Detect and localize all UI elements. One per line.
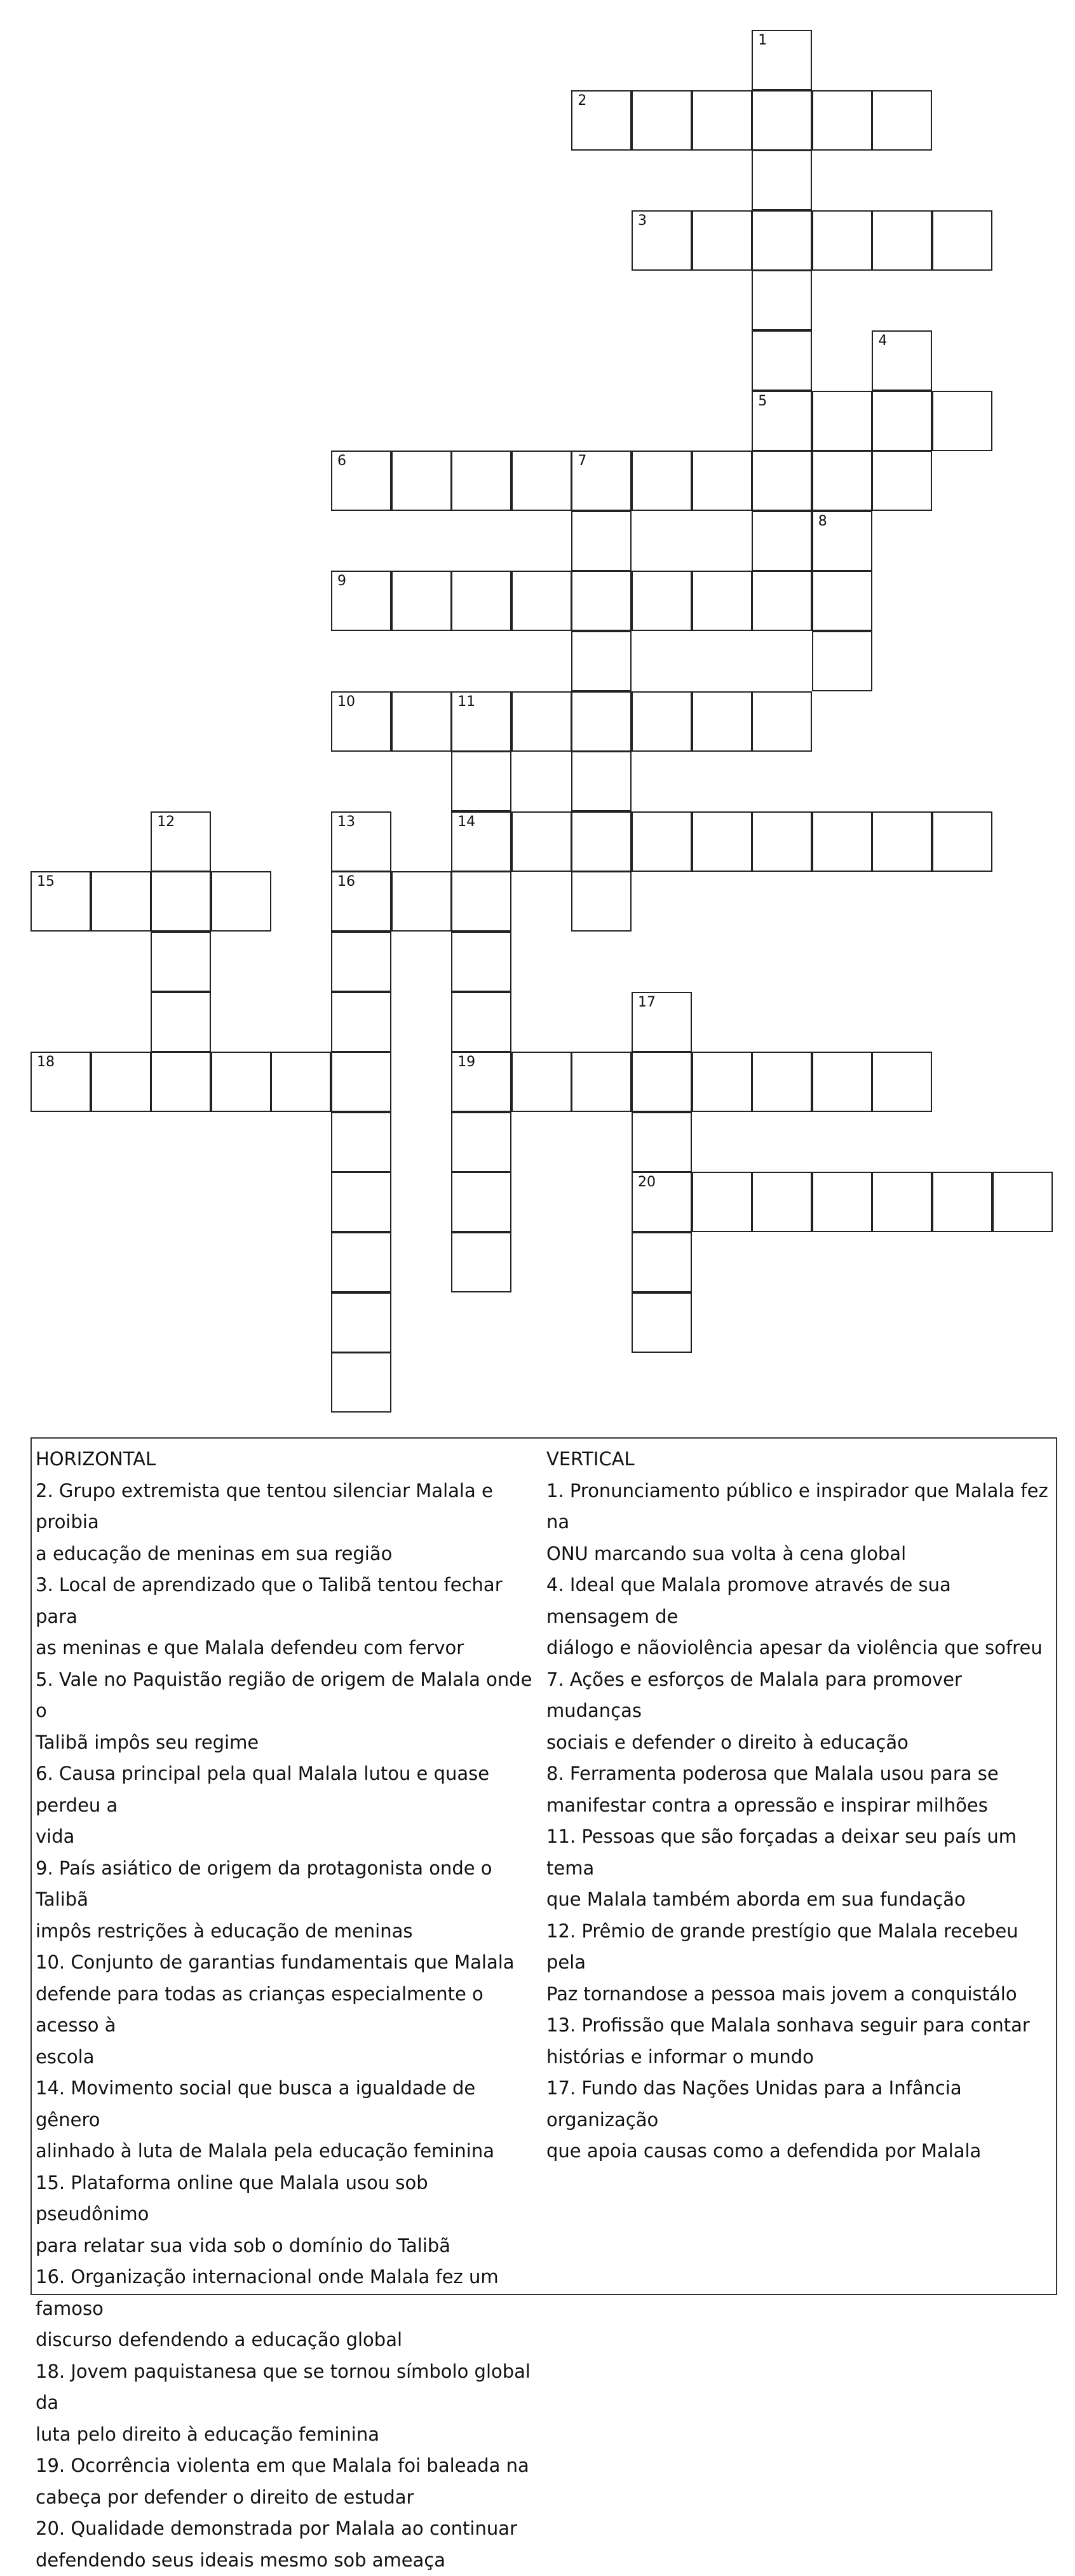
grid-cell[interactable] bbox=[151, 1052, 211, 1112]
grid-cell[interactable] bbox=[692, 811, 752, 872]
clue-number: 10 bbox=[337, 695, 355, 709]
grid-cell[interactable] bbox=[331, 932, 391, 992]
clue-line: 12. Prêmio de grande prestígio que Malala recebeu pela bbox=[546, 1916, 1055, 1979]
grid-cell[interactable] bbox=[872, 451, 932, 511]
grid-cell[interactable] bbox=[812, 210, 872, 271]
clue-line: 17. Fundo das Nações Unidas para a Infância organização bbox=[546, 2073, 1055, 2136]
clue-line: 3. Local de aprendizado que o Talibã tentou fechar para bbox=[36, 1569, 544, 1632]
grid-cell[interactable] bbox=[812, 631, 872, 691]
grid-cell[interactable] bbox=[451, 1052, 511, 1112]
grid-cell[interactable] bbox=[331, 1292, 391, 1353]
clue-line: 8. Ferramenta poderosa que Malala usou para se bbox=[546, 1758, 1055, 1790]
clue-line: manifestar contra a opressão e inspirar milhões bbox=[546, 1790, 1055, 1822]
clue-line: alinhado à luta de Malala pela educação feminina bbox=[36, 2136, 544, 2167]
clue-line: 7. Ações e esforços de Malala para promover mudanças bbox=[546, 1664, 1055, 1727]
grid-cell[interactable] bbox=[211, 871, 271, 932]
clue-line: vida bbox=[36, 1821, 544, 1853]
grid-cell[interactable] bbox=[632, 1232, 692, 1292]
grid-cell[interactable] bbox=[692, 571, 752, 631]
grid-cell[interactable] bbox=[451, 691, 511, 752]
grid-cell[interactable] bbox=[451, 1112, 511, 1172]
clue-number: 1 bbox=[758, 34, 767, 48]
grid-cell[interactable] bbox=[331, 571, 391, 631]
clue-line: 13. Profissão que Malala sonhava seguir para contar bbox=[546, 2010, 1055, 2042]
grid-cell[interactable] bbox=[331, 1352, 391, 1413]
grid-cell[interactable] bbox=[752, 511, 812, 571]
clue-line: para relatar sua vida sob o domínio do Talibã bbox=[36, 2230, 544, 2262]
grid-cell[interactable] bbox=[151, 932, 211, 992]
clues-box bbox=[30, 1437, 1057, 2295]
clue-line: 20. Qualidade demonstrada por Malala ao continuar bbox=[36, 2513, 544, 2545]
grid-cell[interactable] bbox=[632, 1052, 692, 1112]
clue-line: impôs restrições à educação de meninas bbox=[36, 1916, 544, 1948]
clue-number: 19 bbox=[457, 1055, 475, 1069]
clue-line: luta pelo direito à educação feminina bbox=[36, 2419, 544, 2451]
clue-number: 5 bbox=[758, 395, 767, 409]
grid-cell[interactable] bbox=[391, 871, 452, 932]
clue-line: Paz tornandose a pessoa mais jovem a conquistálo bbox=[546, 1979, 1055, 2010]
grid-cell[interactable] bbox=[632, 811, 692, 872]
grid-cell[interactable] bbox=[511, 691, 572, 752]
clue-number: 3 bbox=[638, 214, 647, 228]
grid-cell[interactable] bbox=[571, 511, 632, 571]
grid-cell[interactable] bbox=[872, 90, 932, 151]
clue-number: 6 bbox=[337, 454, 346, 468]
grid-cell[interactable] bbox=[451, 932, 511, 992]
grid-cell[interactable] bbox=[872, 330, 932, 391]
grid-cell[interactable] bbox=[752, 1172, 812, 1232]
clue-line: cabeça por defender o direito de estudar bbox=[36, 2482, 544, 2514]
grid-cell[interactable] bbox=[91, 1052, 151, 1112]
clue-line: 9. País asiático de origem da protagonista onde o Talibã bbox=[36, 1853, 544, 1916]
grid-cell[interactable] bbox=[30, 1052, 91, 1112]
grid-cell[interactable] bbox=[30, 871, 91, 932]
clue-number: 9 bbox=[337, 574, 346, 588]
clue-number: 11 bbox=[457, 695, 475, 709]
clue-line: histórias e informar o mundo bbox=[546, 2042, 1055, 2073]
clue-line: 11. Pessoas que são forçadas a deixar seu país um tema bbox=[546, 1821, 1055, 1884]
grid-cell[interactable] bbox=[511, 1052, 572, 1112]
grid-cell[interactable] bbox=[331, 992, 391, 1052]
clue-line: discurso defendendo a educação global bbox=[36, 2324, 544, 2356]
grid-cell[interactable] bbox=[391, 451, 452, 511]
grid-cell[interactable] bbox=[752, 571, 812, 631]
grid-cell[interactable] bbox=[752, 90, 812, 151]
grid-cell[interactable] bbox=[451, 751, 511, 811]
grid-cell[interactable] bbox=[752, 270, 812, 330]
clue-line: 18. Jovem paquistanesa que se tornou símbolo global da bbox=[36, 2356, 544, 2419]
grid-cell[interactable] bbox=[451, 571, 511, 631]
clue-line: que apoia causas como a defendida por Malala bbox=[546, 2136, 1055, 2167]
grid-cell[interactable] bbox=[511, 571, 572, 631]
clue-number: 7 bbox=[578, 454, 586, 468]
clue-line: 1. Pronunciamento público e inspirador que Malala fez na bbox=[546, 1475, 1055, 1538]
clue-number: 17 bbox=[638, 996, 656, 1010]
grid-cell[interactable] bbox=[812, 1172, 872, 1232]
grid-cell[interactable] bbox=[451, 451, 511, 511]
grid-cell[interactable] bbox=[752, 30, 812, 90]
clue-number: 20 bbox=[638, 1176, 656, 1190]
clue-line: sociais e defender o direito à educação bbox=[546, 1727, 1055, 1759]
grid-cell[interactable] bbox=[872, 391, 932, 451]
clue-number: 2 bbox=[578, 94, 586, 108]
grid-cell[interactable] bbox=[151, 871, 211, 932]
grid-cell[interactable] bbox=[271, 1052, 331, 1112]
grid-cell[interactable] bbox=[812, 90, 872, 151]
grid-cell[interactable] bbox=[211, 1052, 271, 1112]
grid-cell[interactable] bbox=[331, 1172, 391, 1232]
grid-cell[interactable] bbox=[812, 451, 872, 511]
clue-line: a educação de meninas em sua região bbox=[36, 1538, 544, 1570]
grid-cell[interactable] bbox=[632, 90, 692, 151]
grid-cell[interactable] bbox=[632, 1172, 692, 1232]
clue-number: 14 bbox=[457, 815, 475, 829]
grid-cell[interactable] bbox=[331, 1112, 391, 1172]
grid-cell[interactable] bbox=[812, 1052, 872, 1112]
grid-cell[interactable] bbox=[571, 811, 632, 872]
clue-number: 18 bbox=[37, 1055, 55, 1069]
grid-cell[interactable] bbox=[752, 811, 812, 872]
grid-cell[interactable] bbox=[571, 751, 632, 811]
clue-number: 12 bbox=[157, 815, 175, 829]
clue-line: 15. Plataforma online que Malala usou sob pseudônimo bbox=[36, 2167, 544, 2230]
grid-cell[interactable] bbox=[872, 1172, 932, 1232]
vertical-clues bbox=[546, 1444, 1055, 2167]
clue-line: 10. Conjunto de garantias fundamentais que Malala bbox=[36, 1947, 544, 1979]
grid-cell[interactable] bbox=[151, 992, 211, 1052]
clue-line: defendendo seus ideais mesmo sob ameaça bbox=[36, 2545, 544, 2576]
grid-cell[interactable] bbox=[872, 811, 932, 872]
grid-cell[interactable] bbox=[632, 451, 692, 511]
grid-cell[interactable] bbox=[331, 871, 391, 932]
clue-line: 2. Grupo extremista que tentou silenciar Malala e proibia bbox=[36, 1475, 544, 1538]
clue-line: 5. Vale no Paquistão região de origem de Malala onde o bbox=[36, 1664, 544, 1727]
grid-cell[interactable] bbox=[812, 391, 872, 451]
clue-number: 8 bbox=[818, 515, 827, 529]
grid-cell[interactable] bbox=[331, 811, 391, 872]
grid-cell[interactable] bbox=[632, 992, 692, 1052]
grid-cell[interactable] bbox=[752, 1052, 812, 1112]
grid-cell[interactable] bbox=[511, 811, 572, 872]
grid-cell[interactable] bbox=[331, 691, 391, 752]
grid-cell[interactable] bbox=[151, 811, 211, 872]
grid-cell[interactable] bbox=[752, 391, 812, 451]
grid-cell[interactable] bbox=[571, 691, 632, 752]
grid-cell[interactable] bbox=[391, 571, 452, 631]
grid-cell[interactable] bbox=[632, 210, 692, 271]
grid-cell[interactable] bbox=[632, 571, 692, 631]
grid-cell[interactable] bbox=[451, 811, 511, 872]
grid-cell[interactable] bbox=[451, 871, 511, 932]
vertical-clue-list bbox=[546, 1475, 1055, 2167]
grid-cell[interactable] bbox=[812, 511, 872, 571]
grid-cell[interactable] bbox=[932, 391, 992, 451]
clue-line: Talibã impôs seu regime bbox=[36, 1727, 544, 1759]
grid-cell[interactable] bbox=[752, 150, 812, 210]
clue-line: 16. Organização internacional onde Malala fez um famoso bbox=[36, 2261, 544, 2324]
grid-cell[interactable] bbox=[451, 1172, 511, 1232]
grid-cell[interactable] bbox=[571, 90, 632, 151]
clue-line: 6. Causa principal pela qual Malala lutou e quase perdeu a bbox=[36, 1758, 544, 1821]
clue-line: escola bbox=[36, 2042, 544, 2073]
horizontal-clues bbox=[36, 1444, 544, 2576]
grid-cell[interactable] bbox=[571, 1052, 632, 1112]
clue-line: diálogo e nãoviolência apesar da violência que sofreu bbox=[546, 1632, 1055, 1664]
grid-cell[interactable] bbox=[571, 571, 632, 631]
clue-line: 14. Movimento social que busca a igualdade de gênero bbox=[36, 2073, 544, 2136]
grid-cell[interactable] bbox=[812, 571, 872, 631]
grid-cell[interactable] bbox=[632, 1112, 692, 1172]
grid-cell[interactable] bbox=[932, 811, 992, 872]
grid-cell[interactable] bbox=[571, 871, 632, 932]
clue-number: 15 bbox=[37, 875, 55, 889]
grid-cell[interactable] bbox=[331, 451, 391, 511]
clue-number: 13 bbox=[337, 815, 355, 829]
grid-cell[interactable] bbox=[692, 1052, 752, 1112]
grid-cell[interactable] bbox=[872, 210, 932, 271]
grid-cell[interactable] bbox=[752, 691, 812, 752]
grid-cell[interactable] bbox=[331, 1052, 391, 1112]
grid-cell[interactable] bbox=[752, 451, 812, 511]
grid-cell[interactable] bbox=[692, 1172, 752, 1232]
clue-number: 4 bbox=[878, 334, 887, 348]
grid-cell[interactable] bbox=[632, 1292, 692, 1353]
clue-line: 4. Ideal que Malala promove através de sua mensagem de bbox=[546, 1569, 1055, 1632]
grid-cell[interactable] bbox=[692, 210, 752, 271]
grid-cell[interactable] bbox=[632, 691, 692, 752]
grid-cell[interactable] bbox=[752, 330, 812, 391]
grid-cell[interactable] bbox=[511, 451, 572, 511]
grid-cell[interactable] bbox=[451, 992, 511, 1052]
grid-cell[interactable] bbox=[752, 210, 812, 271]
clue-line: 19. Ocorrência violenta em que Malala foi baleada na bbox=[36, 2450, 544, 2482]
horizontal-heading: HORIZONTAL bbox=[36, 1444, 544, 1475]
grid-cell[interactable] bbox=[91, 871, 151, 932]
clue-line: defende para todas as crianças especialmente o acesso à bbox=[36, 1979, 544, 2042]
grid-cell[interactable] bbox=[992, 1172, 1053, 1232]
grid-cell[interactable] bbox=[571, 451, 632, 511]
grid-cell[interactable] bbox=[932, 1172, 992, 1232]
grid-cell[interactable] bbox=[812, 811, 872, 872]
clue-line: as meninas e que Malala defendeu com fervor bbox=[36, 1632, 544, 1664]
grid-cell[interactable] bbox=[872, 1052, 932, 1112]
clue-number: 16 bbox=[337, 875, 355, 889]
grid-cell[interactable] bbox=[692, 451, 752, 511]
vertical-heading: VERTICAL bbox=[546, 1444, 1055, 1475]
clue-line: que Malala também aborda em sua fundação bbox=[546, 1884, 1055, 1916]
grid-cell[interactable] bbox=[692, 691, 752, 752]
grid-cell[interactable] bbox=[932, 210, 992, 271]
horizontal-clue-list bbox=[36, 1475, 544, 2576]
grid-cell[interactable] bbox=[571, 631, 632, 691]
grid-cell[interactable] bbox=[451, 1232, 511, 1292]
grid-cell[interactable] bbox=[391, 691, 452, 752]
grid-cell[interactable] bbox=[331, 1232, 391, 1292]
clue-line: ONU marcando sua volta à cena global bbox=[546, 1538, 1055, 1570]
grid-cell[interactable] bbox=[692, 90, 752, 151]
